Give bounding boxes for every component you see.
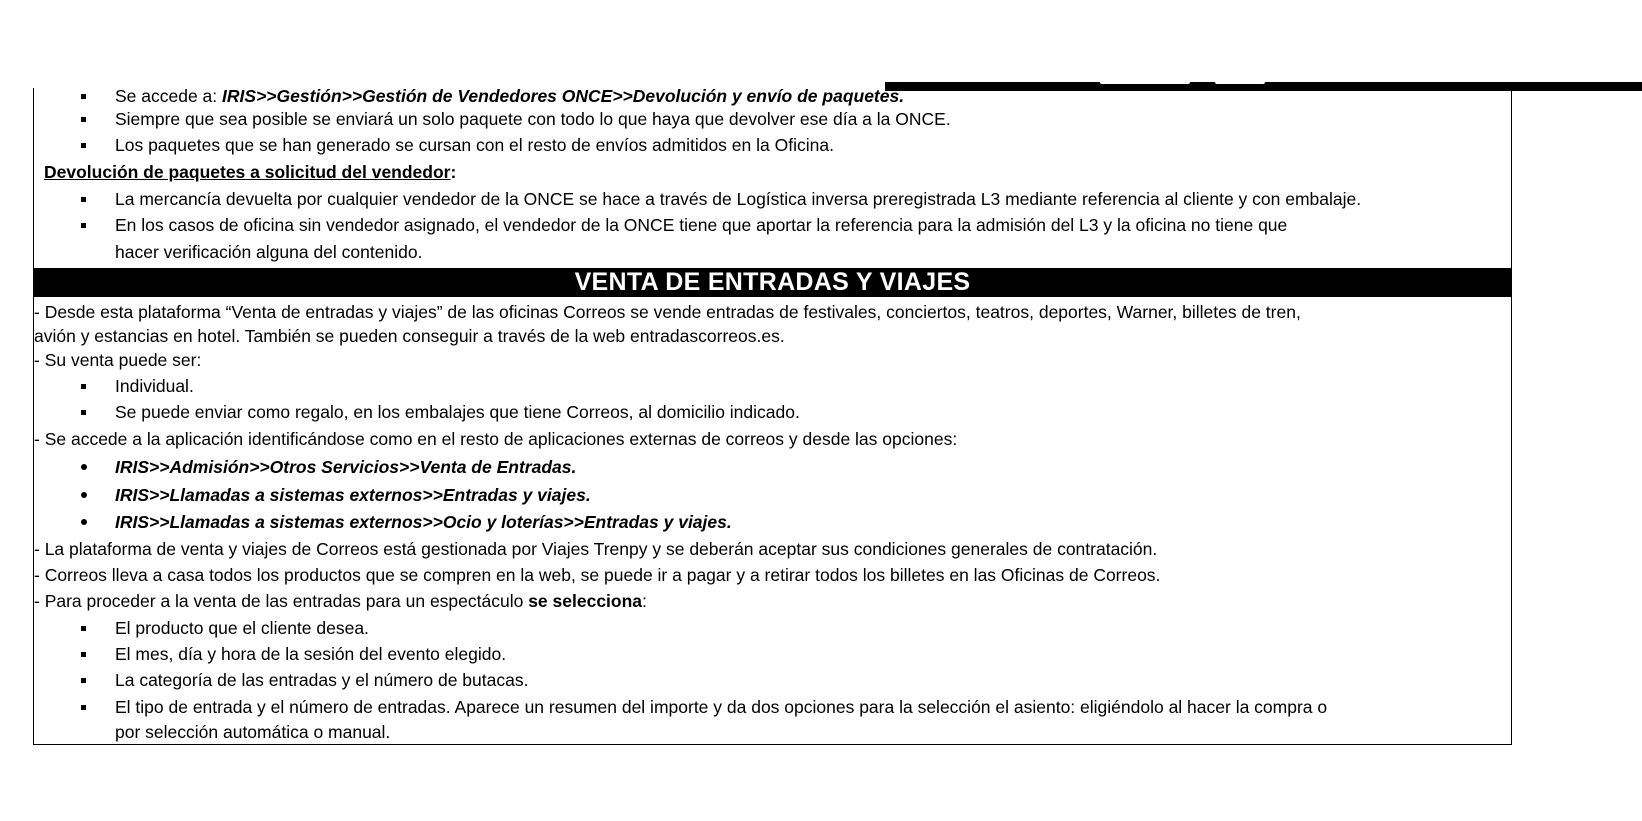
access-intro: - Se accede a la aplicación identificándose como en el resto de aplicaciones externas de correos y desde las opciones: (34, 429, 958, 449)
list-item: Se puede enviar como regalo, en los embalajes que tiene Correos, al domicilio indicado. (115, 402, 800, 422)
list-item: La mercancía devuelta por cualquier vendedor de la ONCE se hace a través de Logística inversa preregistrada L3 mediante referencia al cliente y con embalaje. (115, 189, 1362, 209)
intro-line: avión y estancias en hotel. También se pueden conseguir a través de la web entradascorreos.es. (34, 326, 785, 346)
procedure-intro: - Para proceder a la venta de las entradas para un espectáculo se selecciona: (34, 591, 647, 611)
bullet-marker (81, 85, 86, 107)
section-title: VENTA DE ENTRADAS Y VIAJES (33, 268, 1512, 297)
bullet-marker (81, 617, 86, 639)
bullet-marker (81, 456, 87, 478)
list-item: El mes, día y hora de la sesión del evento elegido. (115, 644, 507, 664)
sale-type-intro: - Su venta puede ser: (34, 350, 202, 370)
list-item: Se accede a: IRIS>>Gestión>>Gestión de Vendedores ONCE>>Devolución y envío de paquetes. (115, 86, 905, 106)
scan-artifact (1100, 80, 1190, 84)
bullet-marker (81, 188, 86, 210)
bullet-marker (81, 401, 86, 423)
returns-heading: Devolución de paquetes a solicitud del vendedor: (44, 162, 457, 182)
bullet-marker (81, 669, 86, 691)
access-option: IRIS>>Llamadas a sistemas externos>>Ocio y loterías>>Entradas y viajes. (115, 512, 732, 532)
list-item: La categoría de las entradas y el número de butacas. (115, 670, 529, 690)
bullet-marker (81, 643, 86, 665)
platform-note: - La plataforma de venta y viajes de Correos está gestionada por Viajes Trenpy y se deberán aceptar sus condiciones generales de contratación. (34, 539, 1158, 559)
access-option: IRIS>>Admisión>>Otros Servicios>>Venta de Entradas. (115, 457, 577, 477)
scan-artifact (1215, 80, 1265, 84)
bullet-marker (81, 108, 86, 130)
bullet-marker (81, 696, 86, 718)
list-item: El tipo de entrada y el número de entradas. Aparece un resumen del importe y da dos opciones para la selección el asiento: eligiéndolo al hacer la compra o (115, 697, 1328, 717)
list-item-continuation: por selección automática o manual. (115, 722, 391, 742)
list-item: En los casos de oficina sin vendedor asignado, el vendedor de la ONCE tiene que aportar la referencia para la admisión del L3 y la oficina no tiene que (115, 215, 1288, 235)
access-option: IRIS>>Llamadas a sistemas externos>>Entradas y viajes. (115, 485, 591, 505)
bullet-marker (81, 214, 86, 236)
bullet-marker (81, 511, 87, 533)
bullet-marker (81, 134, 86, 156)
intro-line: - Desde esta plataforma “Venta de entradas y viajes” de las oficinas Correos se vende entradas de festivales, conciertos, teatros, deportes, Warner, billetes de tren, (34, 302, 1301, 322)
list-item-continuation: hacer verificación alguna del contenido. (115, 242, 423, 262)
list-item: Siempre que sea posible se enviará un solo paquete con todo lo que haya que devolver ese día a la ONCE. (115, 109, 951, 129)
delivery-note: - Correos lleva a casa todos los productos que se compren en la web, se puede ir a pagar y a retirar todos los billetes en las Oficinas de Correos. (34, 565, 1161, 585)
list-item: Los paquetes que se han generado se cursan con el resto de envíos admitidos en la Oficina. (115, 135, 834, 155)
list-item: El producto que el cliente desea. (115, 618, 369, 638)
list-item: Individual. (115, 376, 194, 396)
bullet-marker (81, 484, 87, 506)
bullet-marker (81, 375, 86, 397)
